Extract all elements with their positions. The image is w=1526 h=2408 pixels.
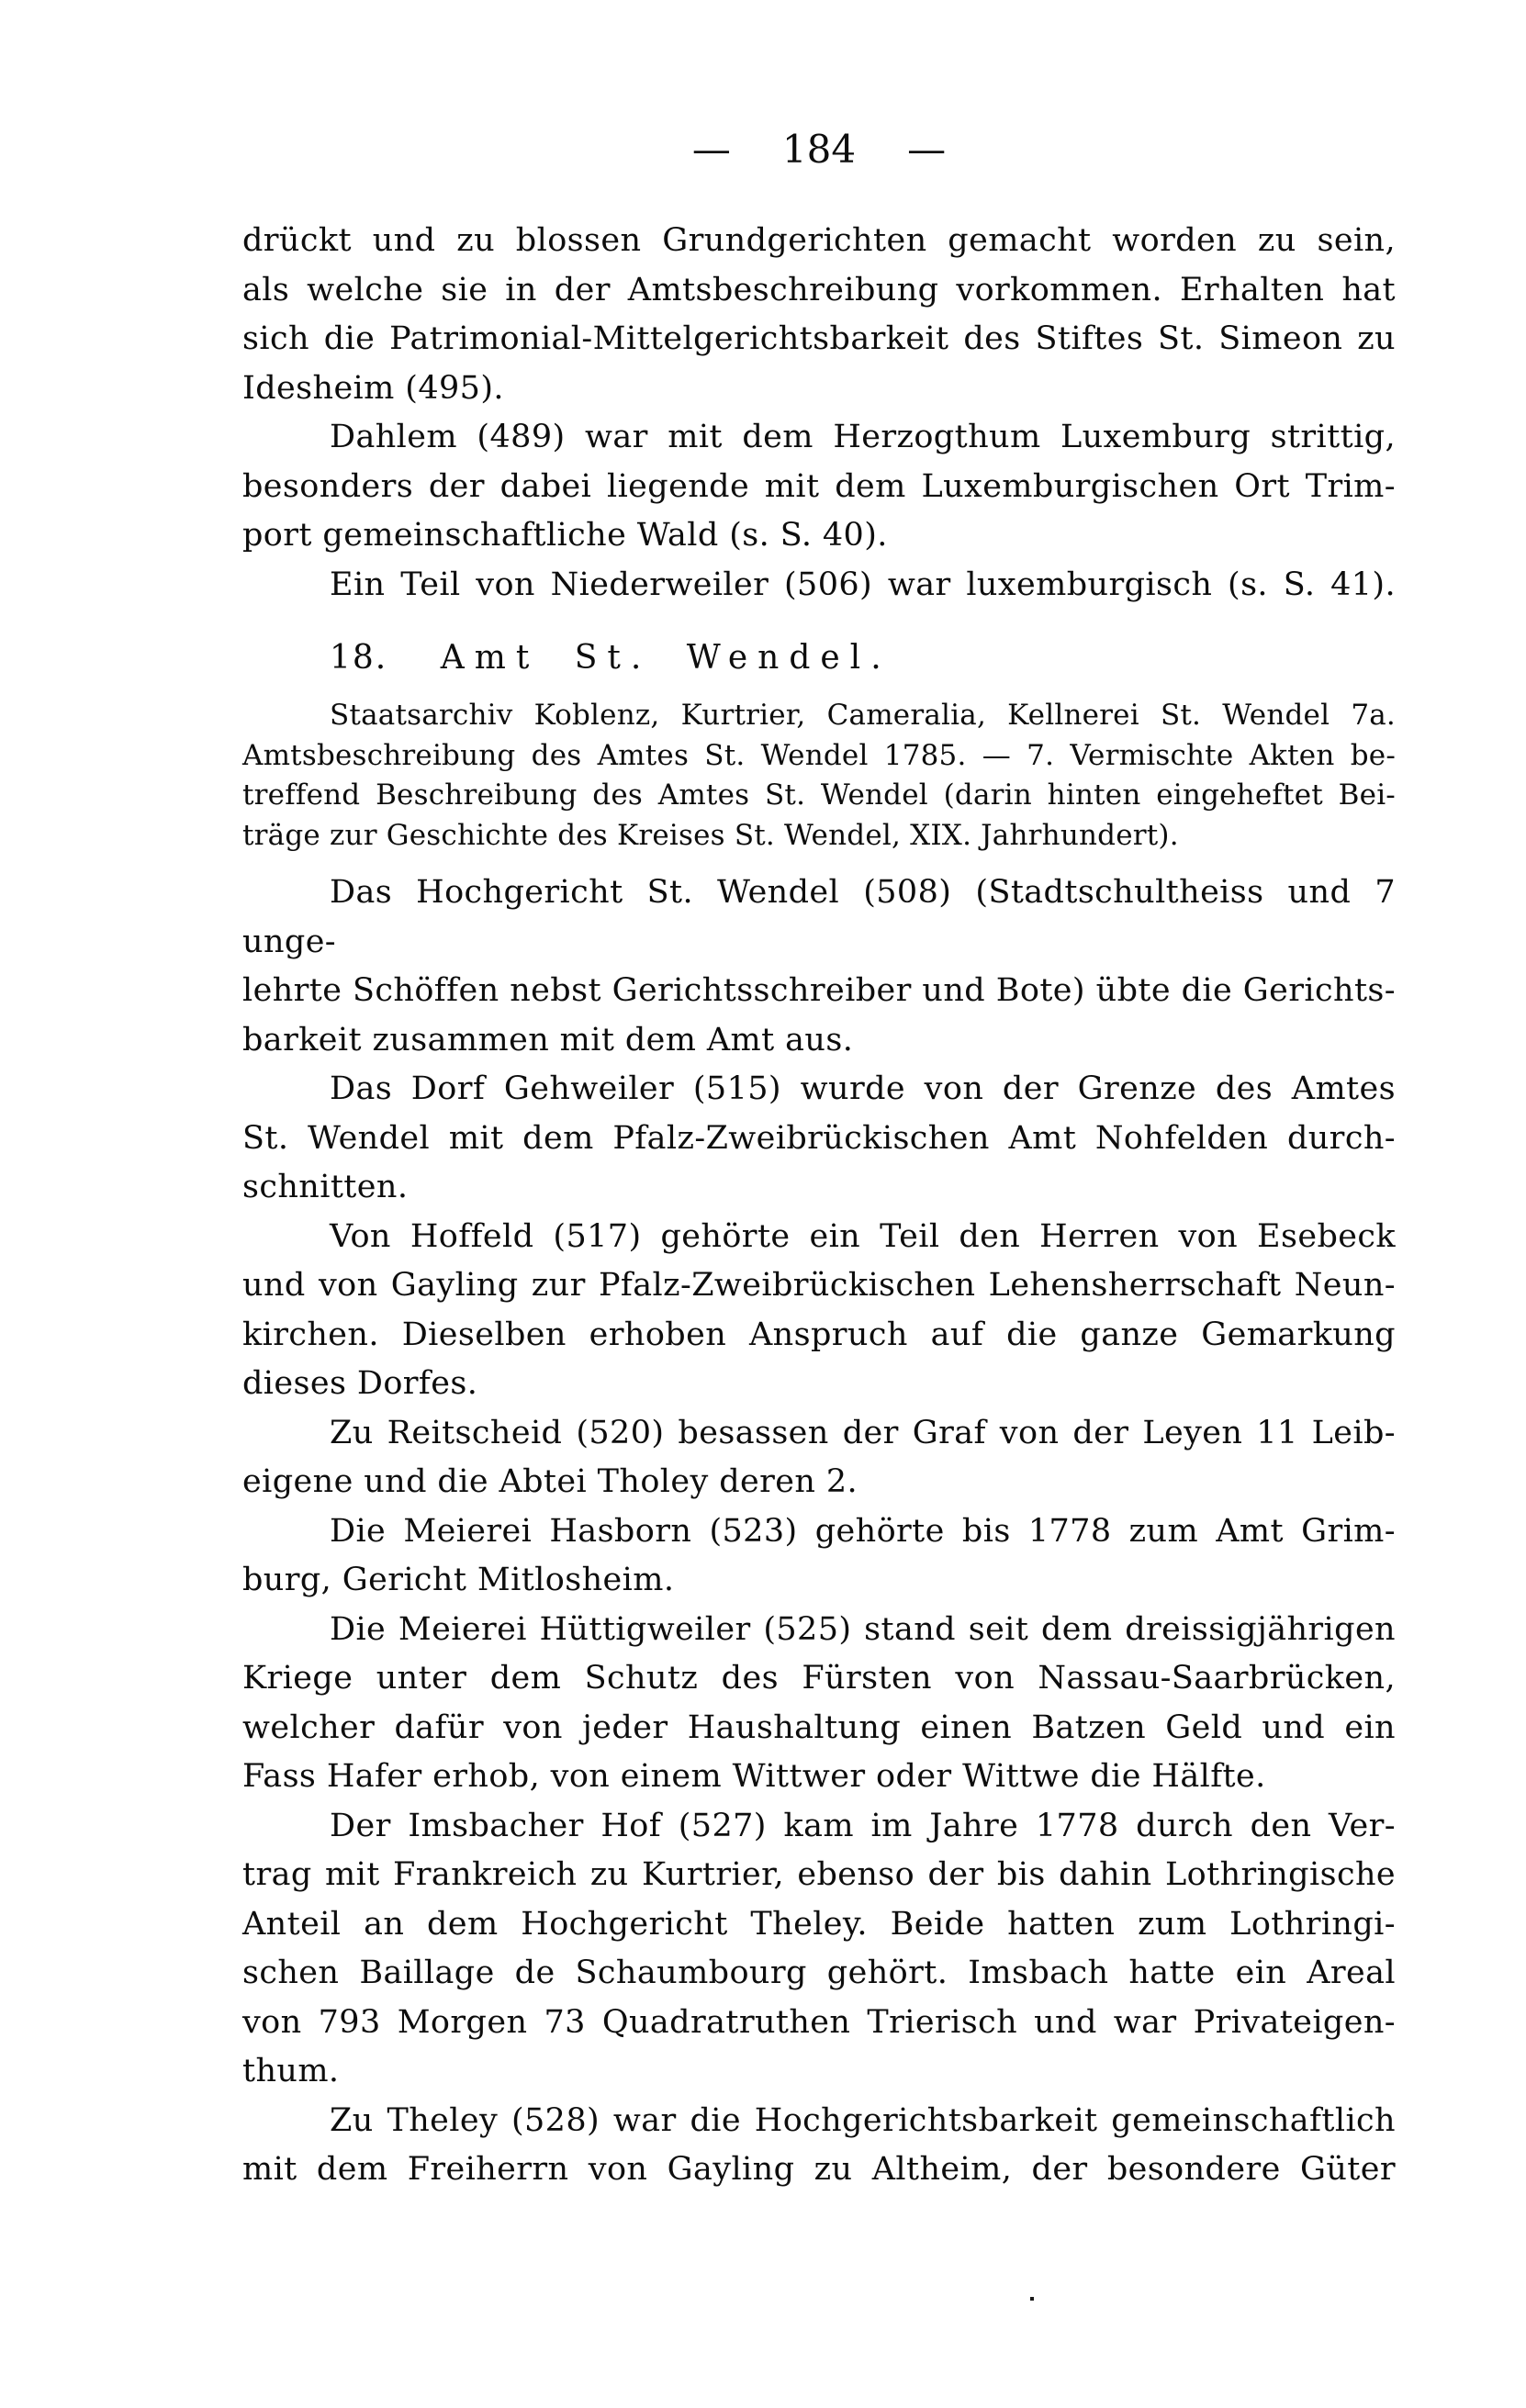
paragraph (242, 1802, 1396, 2097)
section-title: Amt St. Wendel. (440, 639, 892, 677)
text-line: als welche sie in der Amtsbeschreibung vorkommen. Erhalten hat (242, 271, 1396, 308)
text-line: schen Baillage de Schaumbourg gehört. Imsbach hatte ein Areal (242, 1954, 1396, 1991)
text-line: schnitten. (242, 1169, 409, 1205)
paragraph (242, 2097, 1396, 2195)
page-number: 184 (781, 127, 857, 172)
paragraph (242, 1065, 1396, 1213)
text-line: treffend Beschreibung des Amtes St. Wendel (darin hinten eingeheftet Bei- (242, 778, 1396, 812)
text-line: Idesheim (495). (242, 369, 504, 407)
text-line: Die Meierei Hüttigweiler (525) stand seit dem dreissigjährigen (330, 1610, 1396, 1648)
paragraph (242, 1213, 1396, 1409)
text-line: welcher dafür von jeder Haushaltung einen Batzen Geld und ein (242, 1708, 1396, 1746)
text-line: eigene und die Abtei Tholey deren 2. (242, 1463, 858, 1500)
paragraph (242, 217, 1396, 413)
section-heading (242, 633, 1396, 683)
text-line: Die Meierei Hasborn (523) gehörte bis 1778 zum Amt Grim- (330, 1512, 1396, 1550)
paragraph (242, 1606, 1396, 1802)
text-column (242, 217, 1396, 2195)
text-line: kirchen. Dieselben erhoben Anspruch auf die ganze Gemarkung (242, 1316, 1396, 1353)
paragraph (242, 868, 1396, 1065)
text-line: Der Imsbacher Hof (527) kam im Jahre 1778 durch den Ver- (330, 1807, 1396, 1844)
paragraph (242, 1507, 1396, 1606)
header-dash-right: — (907, 127, 947, 172)
text-line: Das Hochgericht St. Wendel (508) (Stadtschultheiss und 7 unge- (242, 874, 1396, 960)
text-line: Das Dorf Gehweiler (515) wurde von der Grenze des Amtes (330, 1070, 1396, 1107)
text-line: burg, Gericht Mitlosheim. (242, 1562, 675, 1598)
text-line: und von Gayling zur Pfalz-Zweibrückischen Lehensherrschaft Neun- (242, 1267, 1396, 1304)
text-line: dieses Dorfes. (242, 1365, 478, 1402)
text-line: St. Wendel mit dem Pfalz-Zweibrückischen Amt Nohfelden durch- (242, 1119, 1396, 1157)
source-note (242, 696, 1396, 856)
paragraph (242, 1409, 1396, 1507)
paragraph (242, 413, 1396, 561)
text-line: Dahlem (489) war mit dem Herzogthum Luxemburg strittig, (330, 419, 1396, 455)
text-line: Amtsbeschreibung des Amtes St. Wendel 1785. — 7. Vermischte Akten be- (242, 738, 1396, 772)
paragraph (242, 561, 1396, 610)
text-line: drückt und zu blossen Grundgerichten gemacht worden zu sein, (242, 222, 1396, 259)
text-line: Ein Teil von Niederweiler (506) war luxemburgisch (s. S. 41). (330, 566, 1396, 603)
text-line: Anteil an dem Hochgericht Theley. Beide hatten zum Lothringi- (242, 1905, 1396, 1943)
text-line: thum. (242, 2053, 340, 2089)
text-line: port gemeinschaftliche Wald (s. S. 40). (242, 517, 888, 554)
text-line: Zu Theley (528) war die Hochgerichtsbarkeit gemeinschaftlich (330, 2101, 1396, 2139)
text-line: mit dem Freiherrn von Gayling zu Altheim, der besondere Güter (242, 2151, 1396, 2188)
header-dash-left: — (691, 127, 731, 172)
text-line: Von Hoffeld (517) gehörte ein Teil den Herren von Esebeck (330, 1217, 1396, 1255)
text-line: von 793 Morgen 73 Quadratruthen Trierisch und war Privateigen- (242, 2003, 1396, 2041)
section-number: 18. (330, 639, 388, 677)
text-line: trag mit Frankreich zu Kurtrier, ebenso der bis dahin Lothringische (242, 1856, 1396, 1893)
text-line: Kriege unter dem Schutz des Fürsten von Nassau-Saarbrücken, (242, 1660, 1396, 1697)
text-line: barkeit zusammen mit dem Amt aus. (242, 1021, 854, 1058)
text-line: sich die Patrimonial-Mittelgerichtsbarkeit des Stiftes St. Simeon zu (242, 320, 1396, 357)
text-line: träge zur Geschichte des Kreises St. Wendel, XIX. Jahrhundert). (242, 818, 1179, 852)
text-line: besonders der dabei liegende mit dem Luxemburgischen Ort Trim- (242, 467, 1396, 505)
text-line: Fass Hafer erhob, von einem Wittwer oder Wittwe die Hälfte. (242, 1758, 1266, 1795)
page-header (242, 129, 1396, 171)
text-line: Staatsarchiv Koblenz, Kurtrier, Cameralia, Kellnerei St. Wendel 7a. (330, 699, 1396, 732)
text-line: Zu Reitscheid (520) besassen der Graf von der Leyen 11 Leib- (330, 1414, 1396, 1451)
ink-speck-artifact (1030, 2297, 1034, 2301)
text-line: lehrte Schöffen nebst Gerichtsschreiber und Bote) übte die Gerichts- (242, 972, 1396, 1009)
